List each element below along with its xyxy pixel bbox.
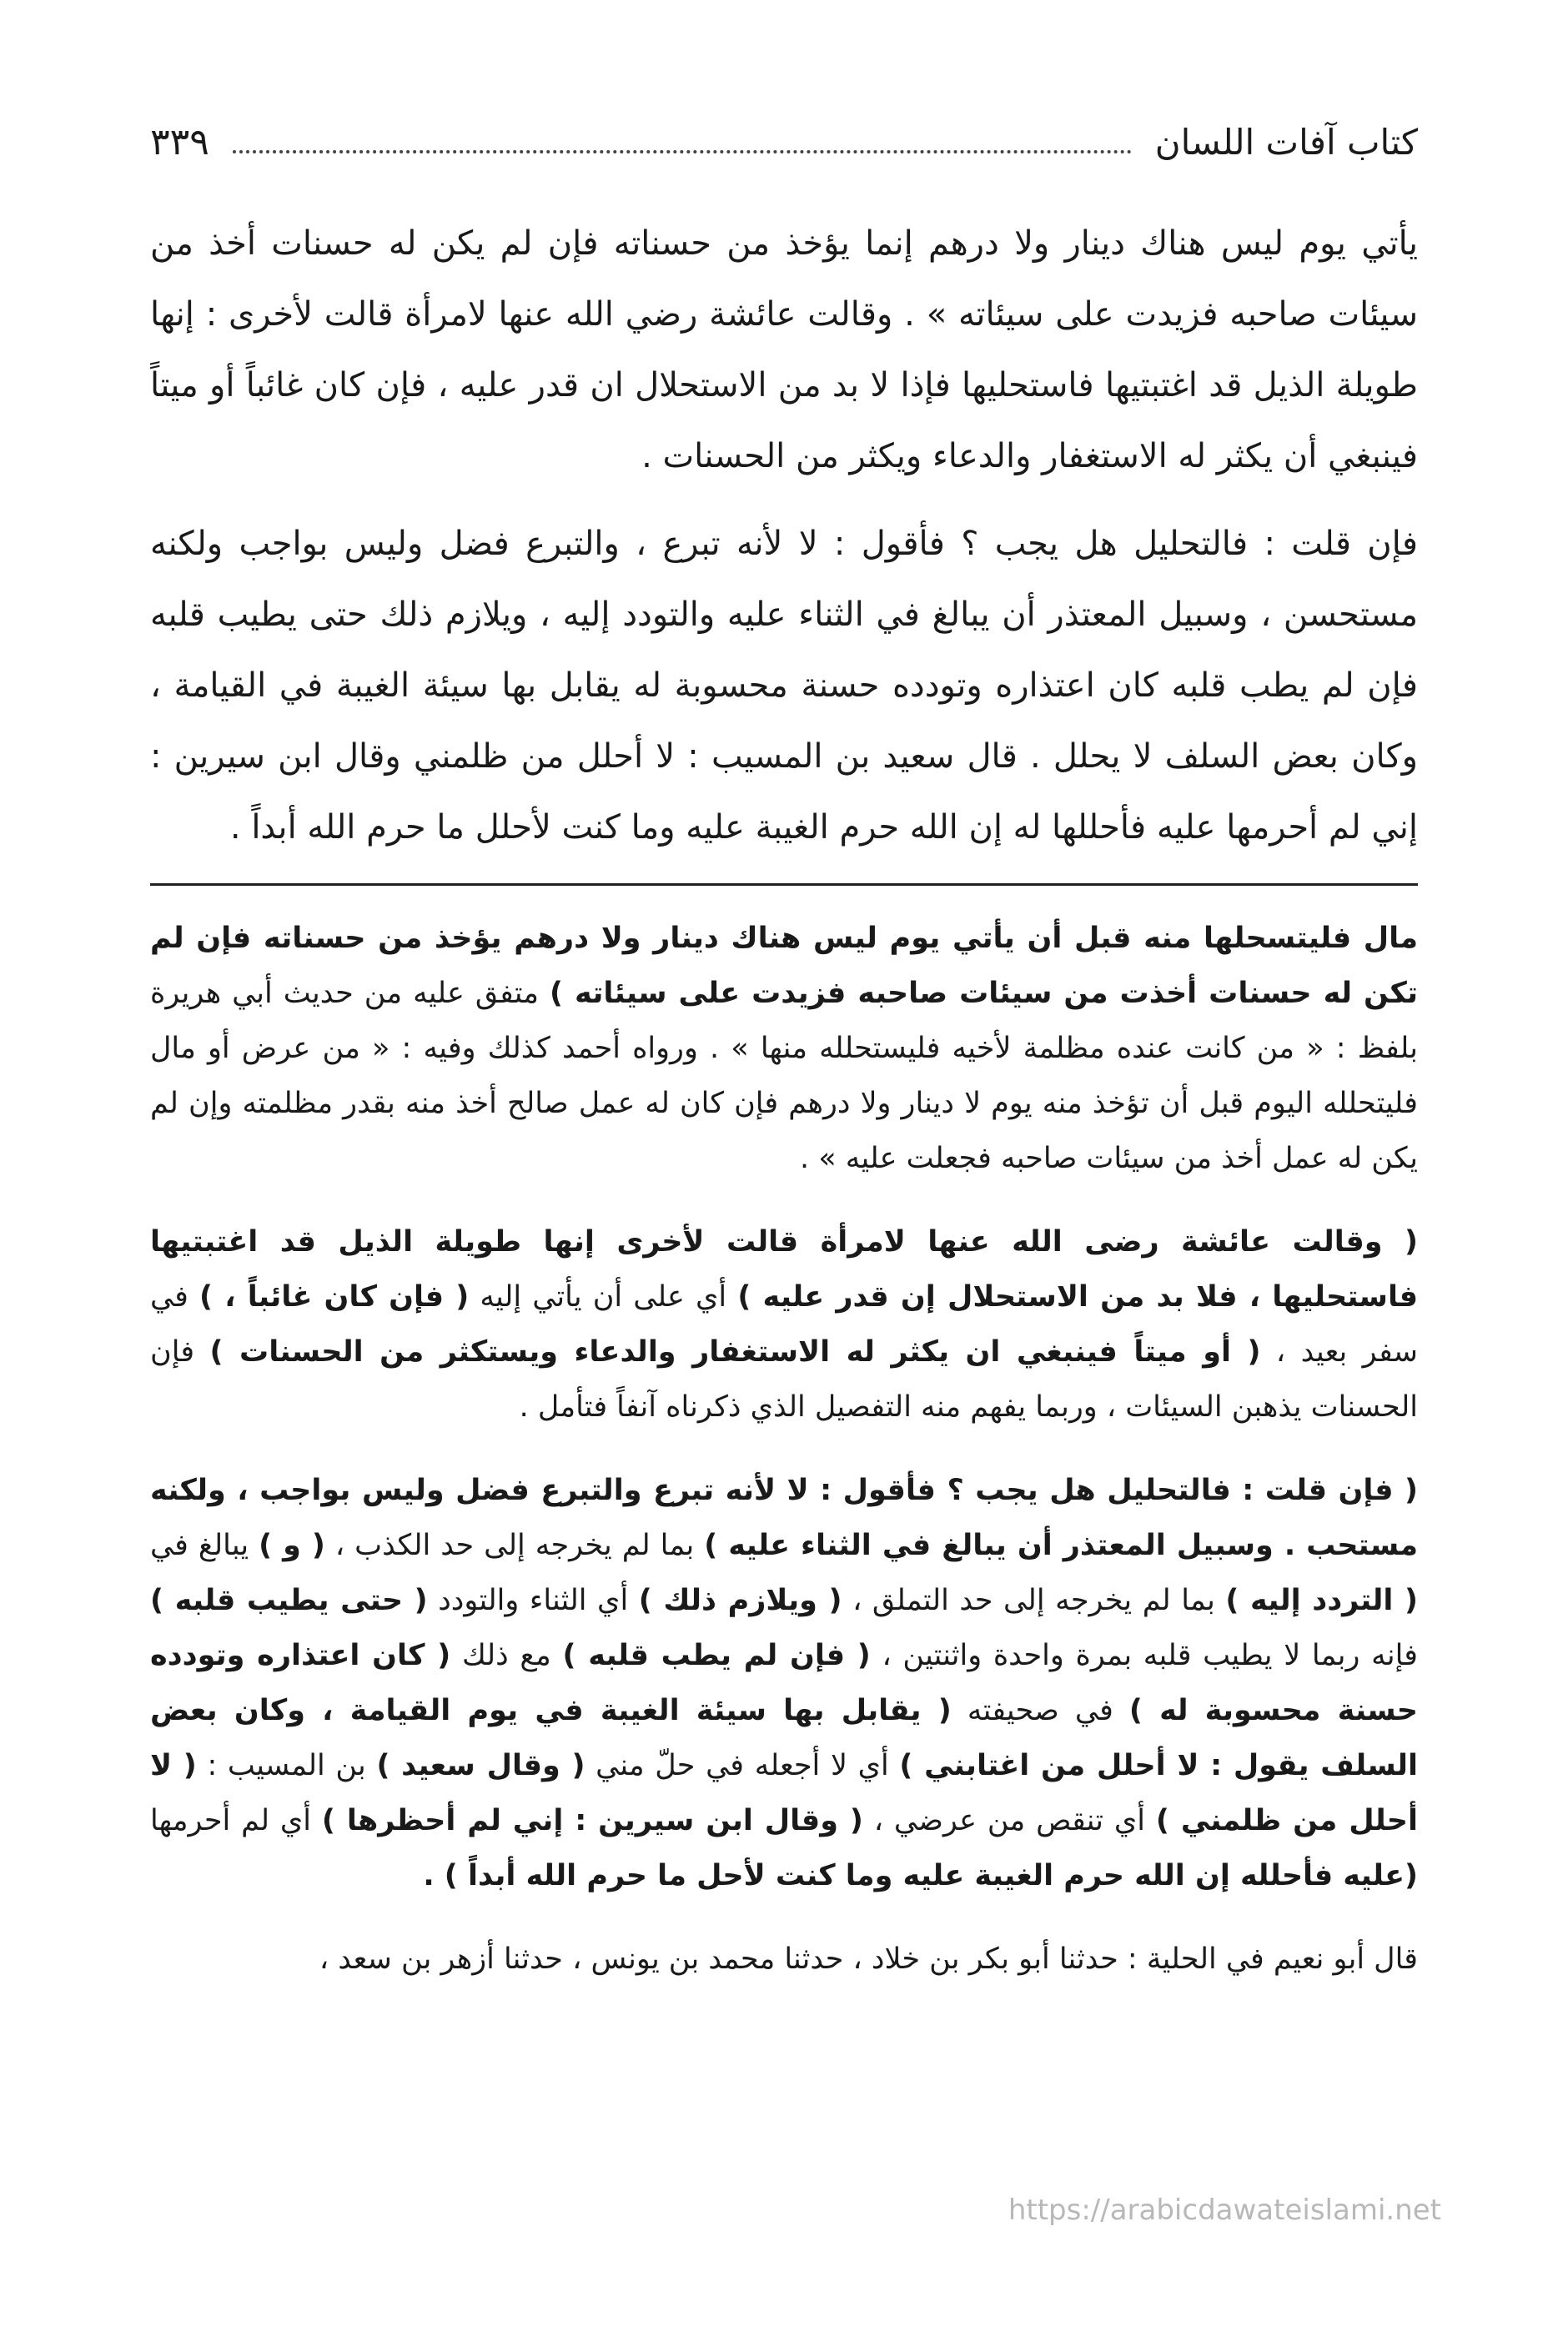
commentary-paragraph [150,911,1418,1186]
book-page [150,108,1418,2244]
explanation-text: مع ذلك [450,1639,563,1672]
quoted-text: مال فليتسحلها منه قبل أن يأتي يوم ليس هناك دينار ولا درهم يؤخذ من حسناته فإن لم تكن له حسنات أخذت من سيئات صاحبه فزيدت على سيئاته ) [150,922,1418,1010]
main-paragraph: فإن قلت : فالتحليل هل يجب ؟ فأقول : لا لأنه تبرع ، والتبرع فضل وليس بواجب ولكنه مستحسن ، وسبيل المعتذر أن يبالغ في الثناء عليه والتودد إليه ، ويلازم ذلك حتى يطيب قلبه فإن لم يطب قلبه كان اعتذاره وتودده حسنة محسوبة له يقابل بها سيئة الغيبة في القيامة ، وكان بعض السلف لا يحلل . قال سعيد بن المسيب : لا أحلل من ظلمني وقال ابن سيرين : إني لم أحرمها عليه فأحللها له إن الله حرم الغيبة عليه وما كنت لأحلل ما حرم الله أبداً . [150,525,1418,847]
explanation-text: يبالغ في [150,1529,259,1562]
explanation-text: أي على أن يأتي إليه [469,1280,738,1314]
quoted-text: ( و ) [259,1529,325,1562]
book-title: كتاب آفات اللسان [1154,121,1418,163]
page-number: ٣٣٩ [150,120,209,163]
explanation-text: أي لا أجعله في حلّ مني [585,1749,900,1782]
quoted-text: ( حتى يطيب قلبه ) [150,1584,428,1617]
main-text [150,209,1418,863]
quoted-text: ( فإن قلت : فالتحليل هل يجب ؟ فأقول : لا لأنه تبرع والتبرع فضل وليس بواجب ، ولكنه مستحب . وسبيل المعتذر أن يبالغ في الثناء عليه ) [150,1474,1418,1562]
quoted-text: ( فإن كان غائباً ، ) [199,1280,470,1314]
explanation-text: أي لم أحرمها [150,1804,322,1837]
commentary-paragraph [150,1463,1418,1903]
quoted-text: (عليه فأحلله إن الله حرم الغيبة عليه وما كنت لأحل ما حرم الله أبداً ) . [423,1859,1418,1892]
quoted-text: ( التردد إليه ) [1225,1584,1418,1617]
explanation-text: بما لم يخرجه إلى حد التملق ، [842,1584,1226,1617]
explanation-text: أي الثناء والتودد [427,1584,639,1617]
header-dot-leader [233,147,1132,153]
main-paragraph: يأتي يوم ليس هناك دينار ولا درهم إنما يؤخذ من حسناته فإن لم يكن له حسنات أخذ من سيئات صاحبه فزيدت على سيئاته » . وقالت عائشة رضي الله عنها لامرأة قالت لأخرى : إنها طويلة الذيل قد اغتبتيها فاستحليها فإذا لا بد من الاستحلال ان قدر عليه ، فإن كان غائباً أو ميتاً فينبغي أن يكثر له الاستغفار والدعاء ويكثر من الحسنات . [150,224,1418,475]
quoted-text: ( كان اعتذاره وتودده حسنة محسوبة له ) [150,1639,1418,1727]
footnote-divider [150,883,1418,886]
quoted-text: ( يقابل بها سيئة الغيبة في يوم القيامة ، وكان بعض السلف يقول : لا أحلل من اغتابني ) [150,1694,1418,1782]
explanation-text: متفق عليه من حديث أبي هريرة بلفظ : « من كانت عنده مظلمة لأخيه فليستحلله منها » . ورواه أحمد كذلك وفيه : « من عرض أو مال فليتحلله اليوم قبل أن تؤخذ منه يوم لا دينار ولا درهم فإن كان له عمل صالح أخذ منه بقدر مظلمته وإن لم يكن له عمل أخذ من سيئات صاحبه فجعلت عليه » . [150,977,1418,1175]
commentary-section [150,911,1418,1987]
quoted-text: ( فإن لم يطب قلبه ) [562,1639,871,1672]
quoted-text: ( لا أحلل من ظلمني ) [150,1749,1418,1837]
explanation-text: فإن الحسنات يذهبن السيئات ، وربما يفهم منه التفصيل الذي ذكرناه آنفاً فتأمل . [150,1335,1418,1424]
page-header [150,108,1418,175]
quoted-text: ( وقال ابن سيرين : إني لم أحظرها ) [321,1804,863,1837]
commentary-paragraph [150,1214,1418,1435]
watermark-url: https://arabicdawateislami.net [1008,2194,1441,2227]
explanation-text: في سفر بعيد ، [150,1280,1418,1369]
explanation-text: فإنه ربما لا يطيب قلبه بمرة واحدة واثنتين ، [870,1639,1418,1672]
explanation-text: أي تنقص من عرضي ، [862,1804,1156,1837]
quoted-text: ( وقالت عائشة رضى الله عنها لامرأة قالت لأخرى إنها طويلة الذيل قد اغتبتيها فاستحليها ، فلا بد من الاستحلال إن قدر عليه ) [150,1225,1419,1314]
quoted-text: ( وقال سعيد ) [376,1749,585,1782]
explanation-text: بن المسيب : [196,1749,377,1782]
quoted-text: ( أو ميتاً فينبغي ان يكثر له الاستغفار والدعاء ويستكثر من الحسنات ) [209,1335,1261,1369]
explanation-text: بما لم يخرجه إلى حد الكذب ، [324,1529,705,1562]
quoted-text: ( ويلازم ذلك ) [638,1584,842,1617]
explanation-text: في صحيفته [951,1694,1129,1727]
commentary-paragraph: قال أبو نعيم في الحلية : حدثنا أبو بكر بن خلاد ، حدثنا محمد بن يونس ، حدثنا أزهر بن سعد ، [319,1942,1418,1976]
